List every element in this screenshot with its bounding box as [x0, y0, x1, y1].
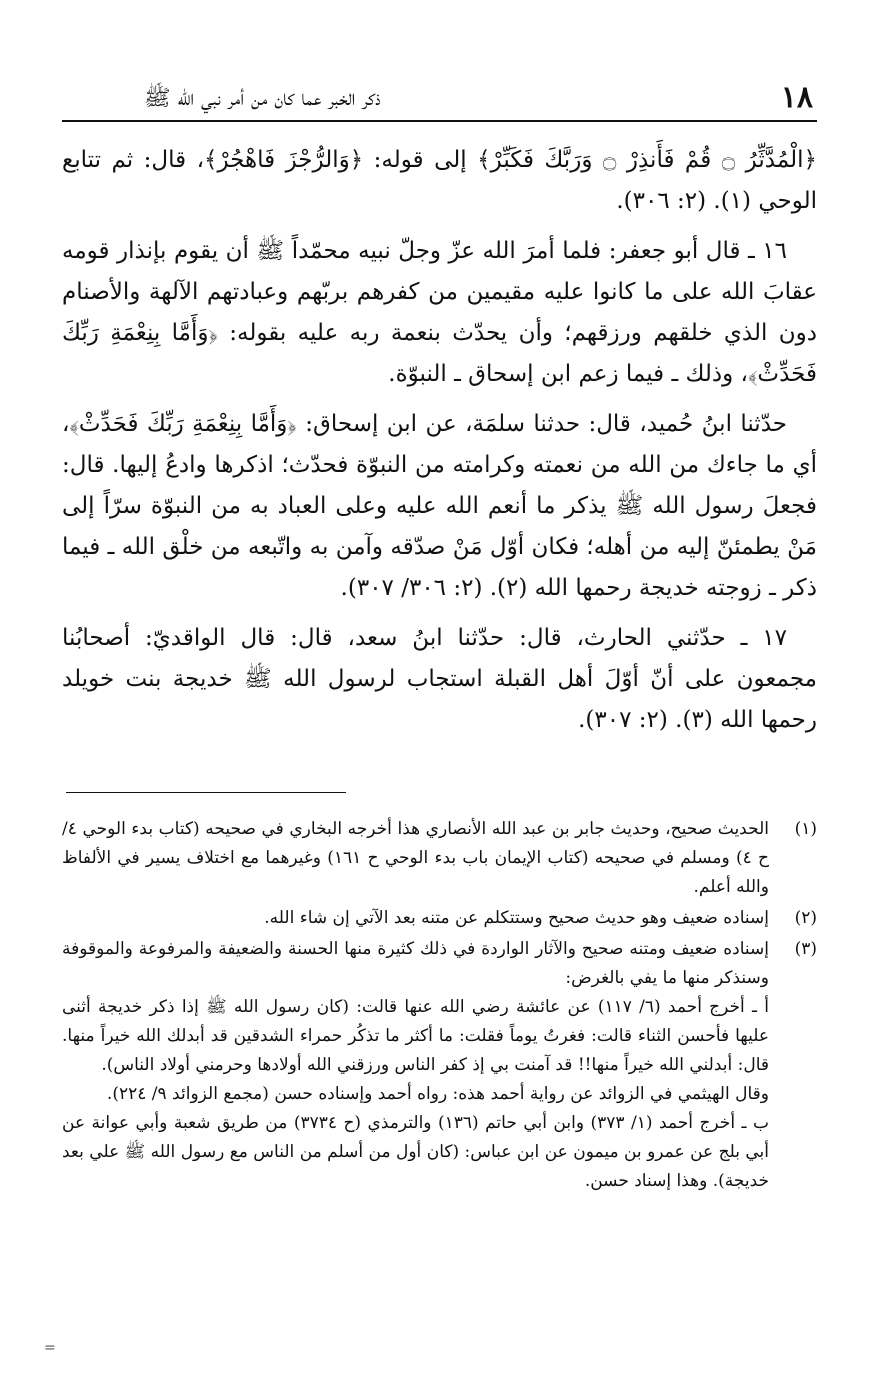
page-header [62, 78, 817, 122]
paragraph: حدّثنا ابنُ حُميد، قال: حدثنا سلمَة، عن ابن إسحاق: ﴿وَأَمَّا بِنِعْمَةِ رَبِّكَ فَحَدِّثْ﴾، أي ما جاءك من الله من نعمته وكرامته من النبوّة فحدّث؛ اذكرها وادعُ إليها. قال: فجعلَ رسول الله ﷺ يذكر ما أنعم الله عليه وعلى العباد به من النبوّة سرّاً إلى مَنْ يطمئنّ إليه من أهله؛ فكان أوّل مَنْ صدّقه وآمن به واتّبعه من خلْق الله ـ فيما ذكر ـ زوجته خديجة رحمها الله (٢). (٢: ٣٠٦/ ٣٠٧). [62, 411, 817, 601]
footnote-text: الحديث صحيح، وحديث جابر بن عبد الله الأنصاري هذا أخرجه البخاري في صحيحه (كتاب بدء الوحي ٤/ ح ٤) ومسلم في صحيحه (كتاب الإيمان باب بدء الوحي ح ١٦١) وغيرهما مع اختلاف يسير في الألفاظ والله أعلم. [62, 819, 769, 897]
paragraph: ١٧ ـ حدّثني الحارث، قال: حدّثنا ابنُ سعد، قال: قال الواقديّ: أصحابُنا مجمعون على أنّ أوّلَ أهل القبلة استجاب لرسول الله ﷺ خديجة بنت خويلد رحمها الله (٣). (٢: ٣٠٧). [62, 625, 817, 733]
footnote-body [62, 815, 769, 902]
footnote-body [62, 935, 769, 1196]
footnote [62, 815, 817, 902]
footnote [62, 904, 817, 933]
main-text [62, 140, 817, 750]
footnote-number: (٢) [794, 908, 817, 928]
footnote-number: (١) [794, 819, 817, 839]
footnote-text: أ ـ أخرج أحمد (٦/ ١١٧) عن عائشة رضي الله عنها قالت: (كان رسول الله ﷺ إذا ذكر خديجة أثنى عليها فأحسن الثناء قالت: فغرتُ يوماً فقلت: ما أكثر ما تذكُر حمراء الشدقين قد أبدلك الله خيراً منها. قال: أبدلني الله خيراً منها!! قد آمنت بي إذ كفر الناس ورزقني الله أولادها وحرمني أولاد الناس). [62, 997, 769, 1075]
margin-mark: = [44, 1340, 56, 1356]
footnote-number: (٣) [794, 939, 817, 959]
footnotes [62, 815, 817, 1198]
footnote-separator [66, 792, 346, 793]
footnote-text: ب ـ أخرج أحمد (١/ ٣٧٣) وابن أبي حاتم (١٣٦) والترمذي (ح ٣٧٣٤) من طريق شعبة وأبي عوانة عن أبي بلج عن عمرو بن ميمون عن ابن عباس: (كان أول من أسلم من الناس مع رسول الله ﷺ علي بعد خديجة). وهذا إسناد حسن. [62, 1113, 769, 1191]
page-number: ١٨ [780, 80, 813, 115]
running-title: ذكر الخبر عما كان من أمر نبي الله ﷺ [144, 86, 381, 111]
paragraph: ﴿الْمُدَّثِّرُ ۝ قُمْ فَأَنذِرْ ۝ وَرَبَّكَ فَكَبِّرْ﴾ إلى قوله: ﴿وَالرُّجْزَ فَاهْجُرْ﴾، قال: ثم تتابع الوحي (١). (٢: ٣٠٦). [62, 147, 817, 214]
footnote-text: وقال الهيثمي في الزوائد عن رواية أحمد هذه: رواه أحمد وإسناده حسن (مجمع الزوائد ٩/ ٢٢٤). [106, 1084, 769, 1104]
footnote [62, 935, 817, 1196]
footnote-text: إسناده ضعيف وهو حديث صحيح وستتكلم عن متنه بعد الآتي إن شاء الله. [264, 908, 769, 928]
footnote-text: إسناده ضعيف ومتنه صحيح والآثار الواردة في ذلك كثيرة منها الحسنة والضعيفة والمرفوعة والموقوفة وسنذكر منها ما يفي بالغرض: [62, 939, 769, 988]
footnote-body [62, 904, 769, 933]
paragraph: ١٦ ـ قال أبو جعفر: فلما أمرَ الله عزّ وجلّ نبيه محمّداً ﷺ أن يقوم بإنذار قومه عقابَ الله على ما كانوا عليه مقيمين من كفرهم بربّهم وعبادتهم الآلهة والأصنام دون الذي خلقهم ورزقهم؛ وأن يحدّث بنعمة ربه عليه بقوله: ﴿وَأَمَّا بِنِعْمَةِ رَبِّكَ فَحَدِّثْ﴾، وذلك ـ فيما زعم ابن إسحاق ـ النبوّة. [62, 238, 817, 387]
